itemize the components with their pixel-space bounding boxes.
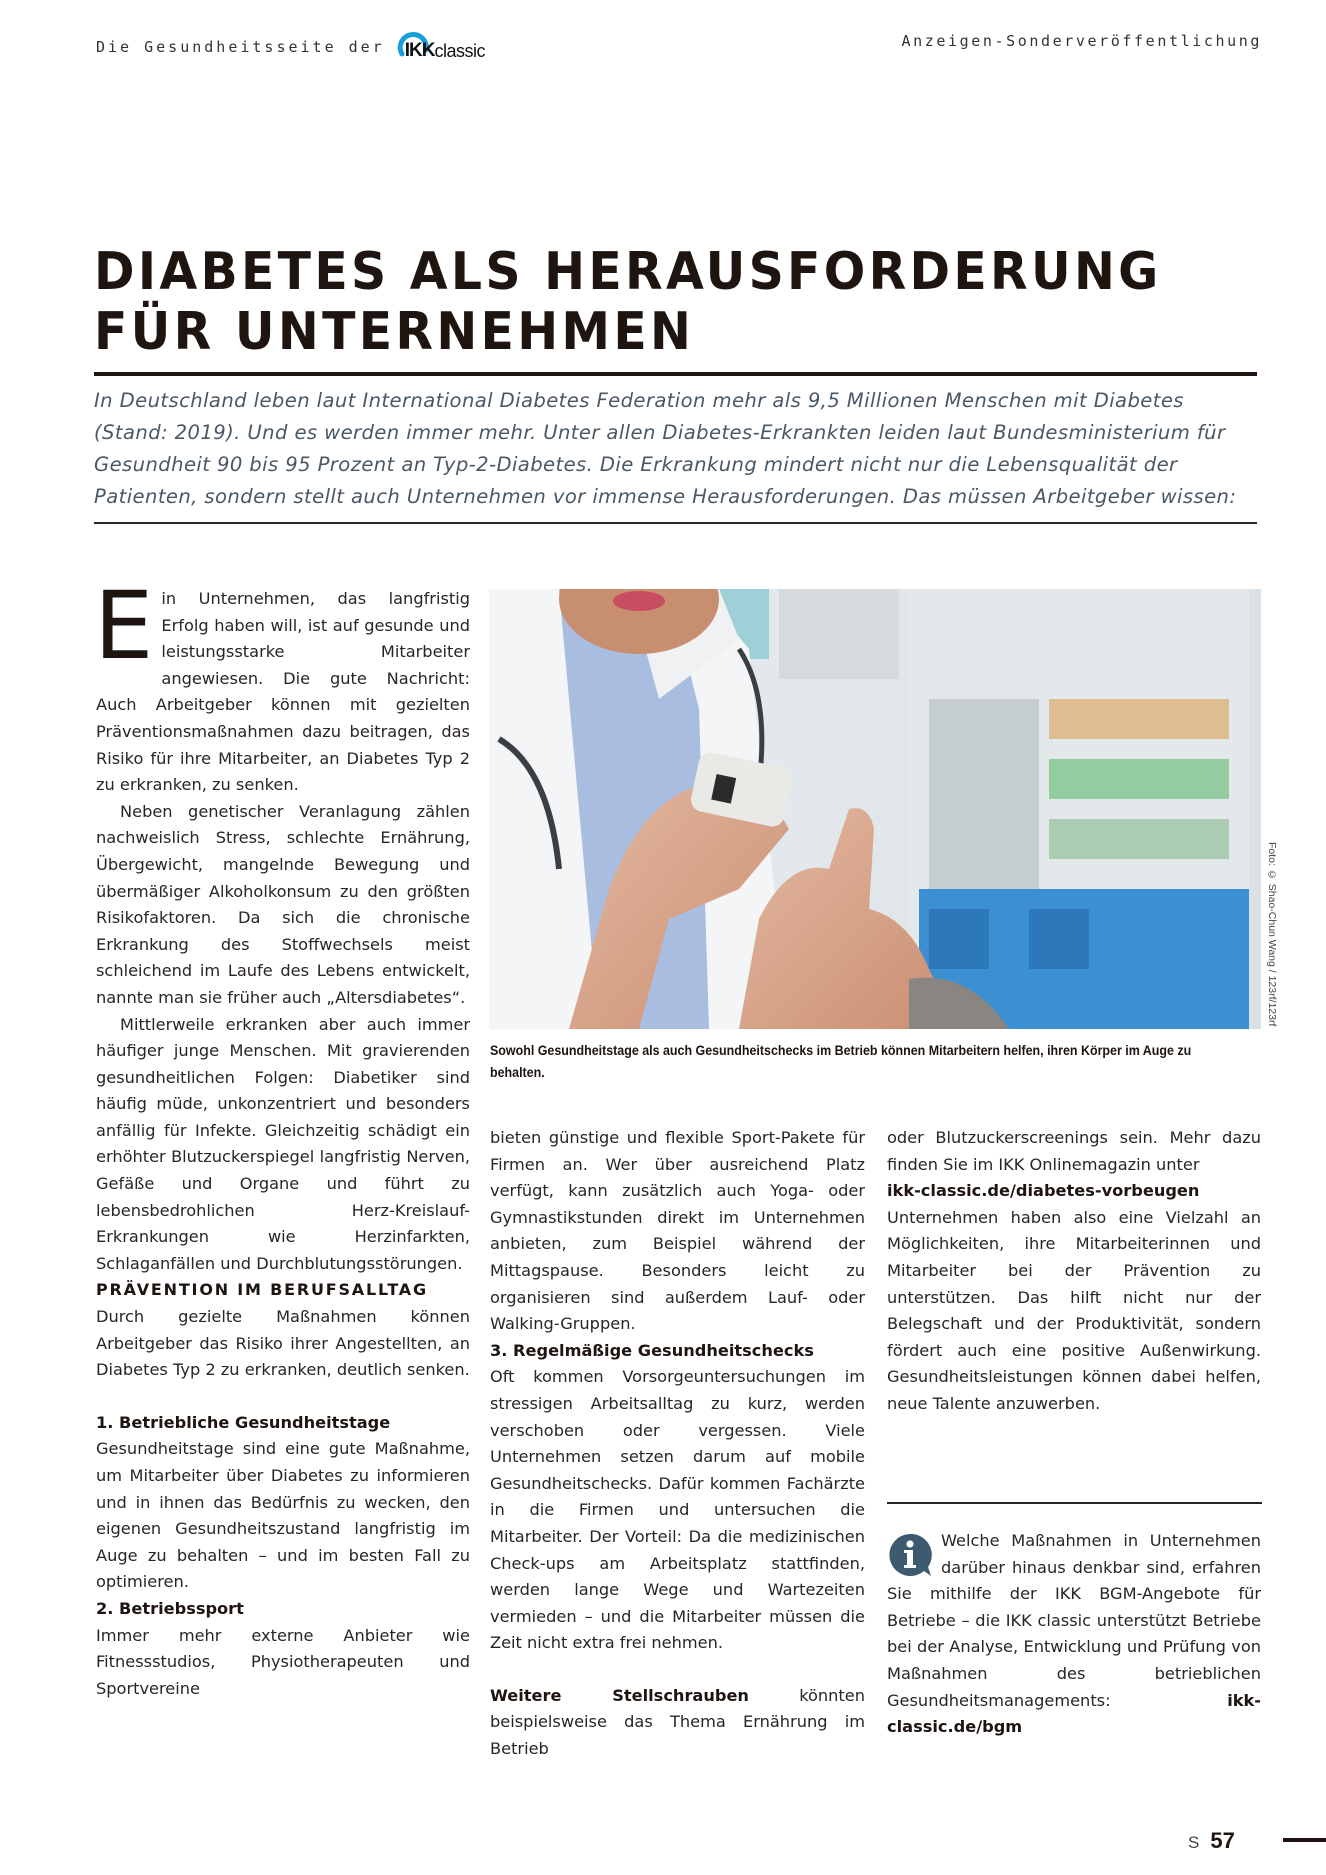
logo-mark: IKK — [404, 40, 435, 61]
further-paragraph: Weitere Stellschrauben könnten beispielsweise das Thema Ernährung im Betrieb — [490, 1685, 865, 1759]
section-label: Anzeigen-Sonderveröffentlichung — [901, 32, 1262, 50]
doctor-glucose-test-image — [489, 589, 1261, 1029]
title-line-1: DIABETES ALS HERAUSFORDERUNG — [94, 242, 1162, 302]
info-speech-bubble-icon — [887, 1532, 933, 1578]
lead-divider — [94, 522, 1257, 524]
title-line-2: FÜR UNTERNEHMEN — [94, 302, 695, 362]
drop-cap: E — [94, 572, 154, 681]
page-header-left — [96, 32, 485, 62]
closing-paragraph: Unternehmen haben also eine Vielzahl an Möglichkeiten, ihre Mitarbeiterinnen und Mitarbeiter bei der Prävention zu unterstützen. Das hilft nicht nur der Belegschaft und der Produktivität, sondern fördert auch eine positive Außenwirkung. Gesundheitsleistungen können dabei helfen, neue Talente anzuwerben. — [887, 1207, 1261, 1413]
info-divider — [887, 1502, 1262, 1504]
further-bold: Weitere Stellschrauben — [490, 1685, 749, 1705]
ikk-classic-logo — [399, 32, 485, 62]
page-edge-bar — [1283, 1838, 1326, 1842]
column-1 — [94, 572, 470, 1702]
item-text-2-part2: bieten günstige und flexible Sport-Pakete für Firmen an. Wer über ausreichend Platz verfügt, kann zusätzlich auch Yoga- oder Gymnastikstunden direkt im Unternehmen anbieten, zum Beispiel während der Mittagspause. Besonders leicht zu organisieren sind außerdem Lauf- oder Walking-Gruppen. — [490, 1128, 865, 1334]
diabetes-vorbeugen-link[interactable]: ikk-classic.de/diabetes-vorbeugen — [887, 1181, 1200, 1201]
column-3 — [887, 1125, 1261, 1418]
section-heading: PRÄVENTION IM BERUFSALLTAG — [96, 1280, 428, 1300]
info-text: Welche Maßnahmen in Unternehmen darüber hinaus denkbar sind, erfahren Sie mithilfe der IKK BGM-Angebote für Betriebe – die IKK classic unterstützt Betriebe bei der Analyse, Entwicklung und Prüfung von Maßnahmen des betrieblichen Gesundheitsmanagements: — [887, 1531, 1261, 1710]
item-heading-1: 1. Betriebliche Gesundheitstage — [96, 1412, 391, 1432]
paragraph-intro: Ein Unternehmen, das langfristig Erfolg haben will, ist auf gesunde und leistungsstarke Mitarbeiter angewiesen. Die gute Nachricht: Auch Arbeitgeber können mit gezielten Präventionsmaßnahmen dazu beitragen, das Risiko für ihre Mitarbeiter, an Diabetes Typ 2 zu erkranken, zu senken. — [94, 572, 470, 795]
paragraph-risk-factors: Neben genetischer Veranlagung zählen nachweislich Stress, schlechte Ernährung, Übergewicht, mangelnde Bewegung und übermäßiger Alkoholkonsum zu den größten Risikofaktoren. Da sich die chronische Erkrankung des Stoffwechsels meist schleichend im Laufe des Lebens entwickelt, nannte man sie früher auch „Altersdiabetes“. — [96, 801, 470, 1007]
page-prefix: S — [1188, 1833, 1201, 1852]
header-tagline: Die Gesundheitsseite der — [96, 38, 385, 56]
item-heading-2: 2. Betriebssport — [96, 1598, 244, 1618]
item-text-3: Oft kommen Vorsorgeuntersuchungen im stressigen Arbeitsalltag zu kurz, werden verschoben oder vergessen. Viele Unternehmen setzen darum auf mobile Gesundheitschecks. Dafür kommen Fachärzte in die Firmen und untersuchen die Mitarbeiter. Der Vorteil: Da die medizinischen Check-ups am Arbeitsplatz stattfinden, werden lange Wege und Wartezeiten vermieden – und die Mitarbeiter müssen die Zeit nicht extra frei nehmen. — [490, 1367, 865, 1653]
item-text-1: Gesundheitstage sind eine gute Maßnahme, um Mitarbeiter über Diabetes zu informieren und in ihnen das Bedürfnis zu wecken, den eigenen Gesundheitszustand langfristig im Auge zu behalten – und im besten Fall zu optimieren. — [96, 1439, 470, 1592]
further-paragraph-cont: oder Blutzuckerscreenings sein. Mehr dazu finden Sie im IKK Onlinemagazin unter — [887, 1128, 1261, 1174]
photo-credit: Foto: © Shao-Chun Wang / 123rf/123rf — [1266, 842, 1278, 1027]
info-box — [887, 1528, 1261, 1741]
logo-word: classic — [434, 41, 485, 61]
item-text-2-part1: Immer mehr externe Anbieter wie Fitnessstudios, Physiotherapeuten und Sportvereine — [96, 1625, 470, 1698]
page-number-value: 57 — [1210, 1828, 1235, 1853]
article-lead: In Deutschland leben laut International Diabetes Federation mehr als 9,5 Millionen Menschen mit Diabetes (Stand: 2019). Und es werden immer mehr. Unter allen Diabetes-Erkrankten leiden laut Bundesministerium für Gesundheit 90 bis 95 Prozent an Typ-2-Diabetes. Die Erkrankung mindert nicht nur die Lebensqualität der Patienten, sondern stellt auch Unternehmen vor immense Herausforderungen. Das müssen Arbeitgeber wissen: — [94, 389, 1237, 508]
section-intro: Durch gezielte Maßnahmen können Arbeitgeber das Risiko ihrer Angestellten, an Diabetes Typ 2 zu erkranken, deutlich senken. — [96, 1307, 470, 1380]
bgm-link[interactable]: ikk-classic.de/bgm — [887, 1690, 1261, 1737]
page-number — [1188, 1828, 1235, 1854]
column-2 — [490, 1125, 865, 1763]
photo-caption: Sowohl Gesundheitstage als auch Gesundheitschecks im Betrieb können Mitarbeitern helfen, ihren Körper im Auge zu behalten. — [490, 1043, 1192, 1080]
title-divider — [94, 372, 1257, 376]
article-photo — [489, 589, 1261, 1029]
item-heading-3: 3. Regelmäßige Gesundheitschecks — [490, 1340, 814, 1360]
paragraph-young-people: Mittlerweile erkranken aber auch immer häufiger junge Menschen. Mit gravierenden gesundheitlichen Folgen: Diabetiker sind häufig müde, unkonzentriert und besonders anfällig für Infekte. Gleichzeitig schädigt ein erhöhter Blutzuckerspiegel langfristig Nerven, Gefäße und Organe und führt zu lebensbedrohlichen Herz-Kreislauf-Erkrankungen wie Herzinfarkten, Schlaganfällen und Durchblutungsstörungen. — [96, 1014, 470, 1273]
article-title — [94, 242, 1175, 362]
